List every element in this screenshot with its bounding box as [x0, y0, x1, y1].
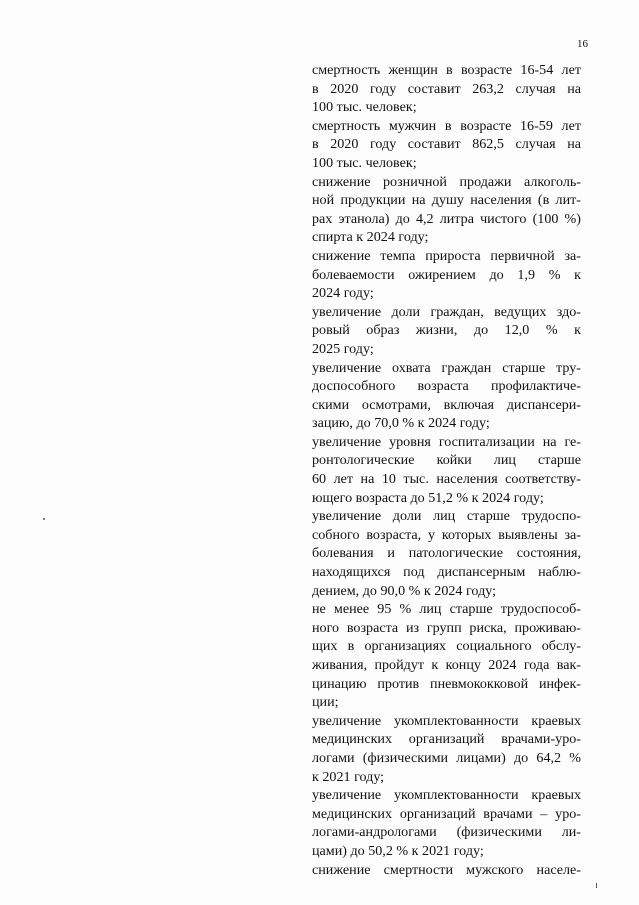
list-item — [312, 507, 581, 600]
text-line: медицинских организаций врачами – уро- — [312, 805, 581, 822]
list-item — [312, 117, 581, 173]
text-line: логами-андрологами (физическими ли- — [312, 824, 581, 841]
scan-speck — [596, 883, 597, 888]
text-line: ющего возраста до 51,2 % к 2024 году; — [312, 489, 544, 506]
list-item — [312, 303, 581, 359]
list-item — [312, 786, 581, 860]
text-line: увеличение доли граждан, ведущих здо- — [312, 303, 581, 320]
text-line: ровый образ жизни, до 12,0 % к — [312, 322, 581, 339]
text-line: смертность мужчин в возрасте 16-59 лет — [312, 117, 581, 134]
list-item — [312, 712, 581, 786]
text-line: 100 тыс. человек; — [312, 99, 417, 116]
text-line: 60 лет на 10 тыс. населения соответству- — [312, 471, 581, 488]
text-line: смертность женщин в возрасте 16-54 лет — [312, 62, 581, 78]
text-line: не менее 95 % лиц старше трудоспособ- — [312, 601, 581, 618]
list-item — [312, 433, 581, 507]
text-line: ронтологические койки лиц старше — [312, 452, 581, 469]
text-column — [312, 61, 581, 879]
text-line: находящихся под диспансерным наблю- — [312, 564, 581, 581]
text-line: зацию, до 70,0 % к 2024 году; — [312, 415, 490, 432]
text-line: логами (физическими лицами) до 64,2 % — [312, 749, 581, 766]
scan-speck — [43, 518, 45, 520]
text-line: снижение розничной продажи алкоголь- — [312, 173, 581, 190]
text-line: скими осмотрами, включая диспансери- — [312, 396, 581, 413]
list-item — [312, 61, 581, 117]
text-line: цинацию против пневмококковой инфек- — [312, 675, 581, 692]
text-line: щих в организациях социального обслу- — [312, 638, 581, 655]
text-line: 2024 году; — [312, 285, 374, 302]
text-line: 100 тыс. человек; — [312, 154, 417, 171]
text-line: 2025 году; — [312, 340, 374, 357]
text-line: спирта к 2024 году; — [312, 229, 429, 246]
text-line: увеличение уровня госпитализации на ге- — [312, 433, 581, 450]
text-line: болеваемости ожирением до 1,9 % к — [312, 266, 581, 283]
text-line: живания, пройдут к концу 2024 года вак- — [312, 657, 581, 673]
text-line: доспособного возраста профилактиче- — [312, 378, 581, 395]
text-line: дением, до 90,0 % к 2024 году; — [312, 582, 497, 599]
list-item — [312, 247, 581, 303]
list-item — [312, 861, 581, 880]
text-line: увеличение доли лиц старше трудоспо- — [312, 508, 581, 525]
text-line: к 2021 году; — [312, 768, 385, 785]
text-line: снижение смертности мужского населе- — [312, 861, 581, 878]
text-line: увеличение охвата граждан старше тру- — [312, 359, 581, 376]
text-line: рах этанола) до 4,2 литра чистого (100 %) — [312, 210, 581, 227]
text-line: в 2020 году составит 862,5 случая на — [312, 136, 581, 153]
text-line: ного возраста из групп риска, проживаю- — [312, 619, 581, 636]
page-number: 16 — [577, 38, 588, 50]
text-line: в 2020 году составит 263,2 случая на — [312, 80, 581, 97]
list-item — [312, 600, 581, 712]
text-line: ной продукции на душу населения (в лит- — [312, 192, 581, 209]
text-line: ции; — [312, 694, 339, 711]
list-item — [312, 173, 581, 247]
list-item — [312, 359, 581, 433]
text-line: снижение темпа прироста первичной за- — [312, 247, 581, 264]
text-line: увеличение укомплектованности краевых — [312, 787, 581, 804]
text-line: медицинских организаций врачами-уро- — [312, 731, 581, 748]
text-line: увеличение укомплектованности краевых — [312, 712, 581, 729]
text-line: собного возраста, у которых выявлены за- — [312, 526, 581, 543]
text-line: болевания и патологические состояния, — [312, 545, 581, 562]
text-line: цами) до 50,2 % к 2021 году; — [312, 842, 484, 859]
